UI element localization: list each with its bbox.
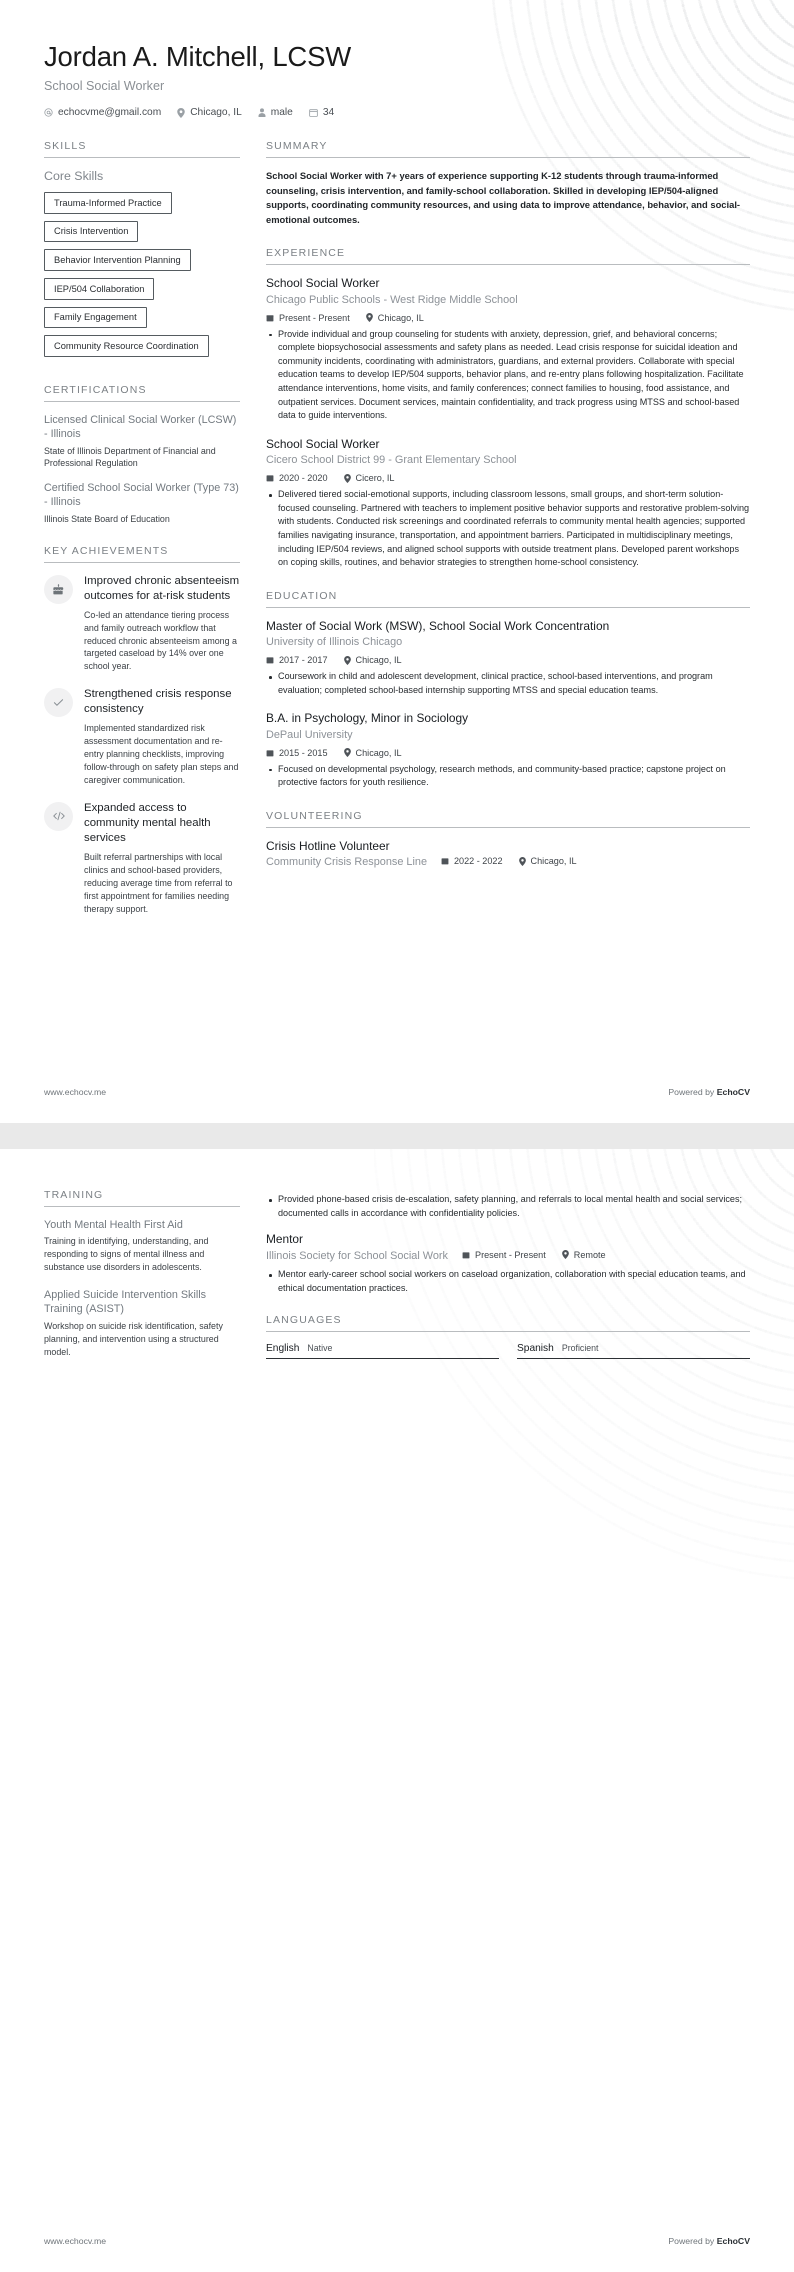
contact-age: [309, 107, 334, 118]
training-item: [44, 1218, 240, 1274]
experience-bullets: [266, 488, 750, 570]
email-icon: [44, 108, 53, 117]
skill-chip: Trauma-Informed Practice: [44, 192, 172, 214]
skill-chip: IEP/504 Collaboration: [44, 278, 154, 300]
volunteering-organization: Community Crisis Response Line: [266, 855, 427, 870]
experience-location: [344, 473, 395, 483]
experience-employer: Chicago Public Schools - West Ridge Middle School: [266, 293, 750, 308]
page-separator: [0, 1123, 794, 1149]
location-pin-icon: [177, 108, 185, 118]
volunteering-section-title: VOLUNTEERING: [266, 810, 750, 828]
experience-location-value: Cicero, IL: [356, 473, 395, 483]
location-pin-icon: [562, 1250, 569, 1259]
right-column: [266, 140, 750, 890]
education-institution: DePaul University: [266, 728, 750, 743]
code-icon: [44, 802, 73, 831]
experience-location: [366, 313, 424, 323]
check-icon: [44, 688, 73, 717]
certification-item: [44, 413, 240, 469]
training-item: [44, 1288, 240, 1358]
footer-powered-prefix: Powered by: [668, 1087, 716, 1097]
contact-location-value: Chicago, IL: [190, 107, 242, 118]
languages-section: [266, 1314, 750, 1359]
certification-name: Licensed Clinical Social Worker (LCSW) - Illinois: [44, 413, 240, 442]
contact-age-value: 34: [323, 107, 334, 118]
footer-brand-name: EchoCV: [717, 2236, 750, 2246]
footer-website: www.echocv.me: [44, 1087, 106, 1097]
education-section-title: EDUCATION: [266, 590, 750, 608]
calendar-icon: [266, 749, 274, 757]
experience-location-value: Chicago, IL: [378, 313, 424, 323]
experience-section: [266, 247, 750, 570]
footer-brand: [668, 2236, 750, 2246]
education-bullets: [266, 763, 750, 790]
experience-job-title: School Social Worker: [266, 276, 750, 291]
education-location: [344, 748, 402, 758]
achievement-description: Built referral partnerships with local clinics and school-based providers, reducing average time from referral to first appointment for families needing therapy support.: [84, 851, 240, 916]
languages-list: [266, 1343, 750, 1359]
education-entry: [266, 619, 750, 697]
certifications-section: [44, 384, 240, 524]
achievement-title: Expanded access to community mental health services: [84, 801, 240, 846]
education-meta: [266, 655, 750, 665]
achievement-title: Strengthened crisis response consistency: [84, 687, 240, 717]
achievement-item: [44, 574, 240, 674]
language-item: [517, 1343, 750, 1359]
certification-issuer: State of Illinois Department of Financial and Professional Regulation: [44, 445, 240, 469]
location-pin-icon: [519, 857, 526, 866]
experience-section-title: EXPERIENCE: [266, 247, 750, 265]
training-name: Applied Suicide Intervention Skills Training (ASIST): [44, 1288, 240, 1317]
volunteering-dates: [441, 856, 503, 866]
location-pin-icon: [366, 313, 373, 322]
achievement-item: [44, 687, 240, 787]
volunteering-dates: [462, 1250, 546, 1260]
volunteering-dates-value: 2022 - 2022: [454, 856, 503, 866]
education-entry: [266, 711, 750, 789]
volunteering-entry: [266, 1232, 750, 1295]
certification-name: Certified School Social Worker (Type 73) - Illinois: [44, 481, 240, 510]
volunteering-meta: [462, 1250, 606, 1260]
certification-issuer: Illinois State Board of Education: [44, 513, 240, 525]
skill-chip: Family Engagement: [44, 307, 147, 329]
training-section: [44, 1189, 240, 1359]
candidate-role: School Social Worker: [44, 79, 750, 93]
volunteering-location-value: Chicago, IL: [531, 856, 577, 866]
education-dates-value: 2015 - 2015: [279, 748, 328, 758]
languages-section-title: LANGUAGES: [266, 1314, 750, 1332]
volunteering-location: [519, 856, 577, 866]
volunteering-bullets: [266, 1268, 750, 1295]
education-dates-value: 2017 - 2017: [279, 655, 328, 665]
education-location-value: Chicago, IL: [356, 748, 402, 758]
footer-brand: [668, 1087, 750, 1097]
skill-chip: Community Resource Coordination: [44, 335, 209, 357]
resume-header: [0, 0, 794, 118]
education-institution: University of Illinois Chicago: [266, 635, 750, 650]
experience-meta: [266, 313, 750, 323]
education-degree: B.A. in Psychology, Minor in Sociology: [266, 711, 750, 726]
training-name: Youth Mental Health First Aid: [44, 1218, 240, 1232]
cake-icon: [44, 575, 73, 604]
training-section-title: TRAINING: [44, 1189, 240, 1207]
language-level: Native: [307, 1343, 332, 1353]
location-pin-icon: [344, 748, 351, 757]
key-achievements-section: [44, 545, 240, 916]
volunteering-organization: Illinois Society for School Social Work: [266, 1249, 448, 1264]
education-degree: Master of Social Work (MSW), School Social Work Concentration: [266, 619, 750, 634]
contact-email-value: echocvme@gmail.com: [58, 107, 161, 118]
training-description: Training in identifying, understanding, and responding to signs of mental illness and substance use disorders in adolescents.: [44, 1235, 240, 1274]
summary-section-title: SUMMARY: [266, 140, 750, 158]
volunteering-bullet: Mentor early-career school social workers on caseload organization, collaboration with special education teams, and ethical documentation practices.: [266, 1268, 750, 1295]
calendar-icon: [266, 474, 274, 482]
contact-gender-value: male: [271, 107, 293, 118]
calendar-icon: [266, 656, 274, 664]
left-column: [44, 140, 240, 936]
volunteering-bullets-continued: [266, 1193, 750, 1220]
contact-gender: [258, 107, 293, 118]
volunteering-location-value: Remote: [574, 1250, 606, 1260]
experience-dates-value: 2020 - 2020: [279, 473, 328, 483]
language-level: Proficient: [562, 1343, 599, 1353]
education-meta: [266, 748, 750, 758]
education-bullet: Focused on developmental psychology, research methods, and community-based practice; capstone project on protective factors for youth resilience.: [266, 763, 750, 790]
certifications-section-title: CERTIFICATIONS: [44, 384, 240, 402]
footer-powered-prefix: Powered by: [668, 2236, 716, 2246]
volunteering-dates-value: Present - Present: [475, 1250, 546, 1260]
summary-text: School Social Worker with 7+ years of experience supporting K-12 students through trauma-informed counseling, crisis intervention, and family-school collaboration. Skilled in developing IEP/504-aligned supports, coordinating community resources, and using data to improve attendance, behavior, and social-emotional outcomes.: [266, 169, 750, 227]
contact-location: [177, 107, 242, 118]
location-pin-icon: [344, 474, 351, 483]
experience-entry: [266, 276, 750, 423]
calendar-icon: [266, 314, 274, 322]
education-dates: [266, 655, 328, 665]
footer-brand-name: EchoCV: [717, 1087, 750, 1097]
footer-website: www.echocv.me: [44, 2236, 106, 2246]
experience-entry: [266, 437, 750, 570]
language-name: Spanish: [517, 1343, 554, 1354]
achievement-item: [44, 801, 240, 916]
summary-section: [266, 140, 750, 227]
volunteering-location: [562, 1250, 606, 1260]
achievement-description: Co-led an attendance tiering process and family outreach workflow that reduced chronic absenteeism among a targeted caseload by 14% over one school year.: [84, 609, 240, 674]
education-dates: [266, 748, 328, 758]
page-footer: [0, 1087, 794, 1123]
experience-bullets: [266, 328, 750, 423]
education-bullet: Coursework in child and adolescent development, clinical practice, school-based interventions, and program evaluation; completed school-based internship supporting MTSS and special education teams.: [266, 670, 750, 697]
experience-dates: [266, 313, 350, 323]
education-location-value: Chicago, IL: [356, 655, 402, 665]
resume-page-1: [0, 0, 794, 1123]
education-bullets: [266, 670, 750, 697]
right-column-page2: [266, 1189, 750, 1379]
resume-page-2: [0, 1149, 794, 2272]
volunteering-entry: [266, 839, 750, 870]
achievement-title: Improved chronic absenteeism outcomes for at-risk students: [84, 574, 240, 604]
skills-chip-list: [44, 192, 240, 364]
experience-bullet: Provide individual and group counseling for students with anxiety, depression, grief, and behavioral concerns; complete biopsychosocial assessments and safety plans as needed. Lead crisis response for suicidal ideation and community incidents, coordinating with administrators, guardians, and external providers. Collaborate with special education teams to develop IEP/504 supports, behavior plans, and re-entry plans following hospitalization. Facilitate attendance interventions, home visits, and family conferences; connect families to housing, food assistance, and outpatient services. Document services, maintain confidentiality, and track progress using MTSS and school-based data to guide interventions.: [266, 328, 750, 423]
education-section: [266, 590, 750, 790]
volunteering-role: Mentor: [266, 1232, 750, 1247]
location-pin-icon: [344, 656, 351, 665]
person-icon: [258, 108, 266, 117]
volunteering-bullet: Provided phone-based crisis de-escalation, safety planning, and referrals to local mental health and social services; documented calls in accordance with confidentiality policies.: [266, 1193, 750, 1220]
calendar-icon: [462, 1251, 470, 1259]
achievement-description: Implemented standardized risk assessment documentation and re-entry planning checklists, improving follow-through on safety plan steps and caregiver communication.: [84, 722, 240, 787]
experience-employer: Cicero School District 99 - Grant Elementary School: [266, 453, 750, 468]
experience-dates-value: Present - Present: [279, 313, 350, 323]
experience-bullet: Delivered tiered social-emotional supports, including classroom lessons, small groups, and short-term solution-focused counseling. Partnered with teachers to implement positive behavior supports and restorative problem-solving with students. Conducted risk screenings and coordinated referrals to community mental health agencies; supported families navigating insurance, transportation, and appointment barriers. Participated in multidisciplinary meetings, including IEP/504 reviews, and aligned school supports with outside treatment plans. Developed parent workshops on coping skills, routines, and behavior strategies to strengthen home-school consistency.: [266, 488, 750, 570]
skills-section-title: SKILLS: [44, 140, 240, 158]
experience-job-title: School Social Worker: [266, 437, 750, 452]
language-item: [266, 1343, 499, 1359]
skill-chip: Crisis Intervention: [44, 221, 138, 243]
key-achievements-section-title: KEY ACHIEVEMENTS: [44, 545, 240, 563]
candidate-name: Jordan A. Mitchell, LCSW: [44, 40, 750, 73]
experience-meta: [266, 473, 750, 483]
training-description: Workshop on suicide risk identification, safety planning, and intervention using a structured model.: [44, 1320, 240, 1359]
language-name: English: [266, 1343, 299, 1354]
volunteering-meta: [441, 856, 577, 866]
education-location: [344, 655, 402, 665]
skills-section: [44, 140, 240, 364]
contact-bar: [44, 107, 750, 118]
page-footer: [0, 2236, 794, 2272]
core-skills-subheading: Core Skills: [44, 169, 240, 183]
certification-item: [44, 481, 240, 525]
calendar-icon: [309, 108, 318, 117]
left-column-page2: [44, 1189, 240, 1379]
skill-chip: Behavior Intervention Planning: [44, 249, 191, 271]
volunteering-role: Crisis Hotline Volunteer: [266, 839, 750, 854]
contact-email: [44, 107, 161, 118]
volunteering-section: [266, 810, 750, 870]
calendar-icon: [441, 857, 449, 865]
experience-dates: [266, 473, 328, 483]
